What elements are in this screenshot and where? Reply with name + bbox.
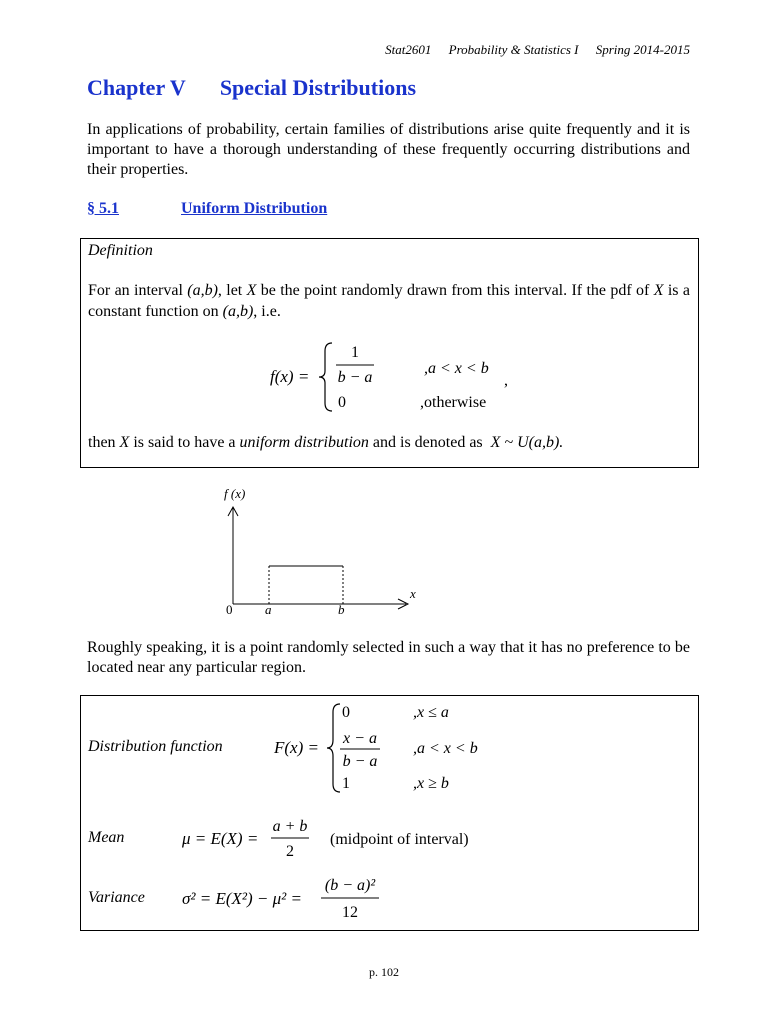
mean-formula [178, 812, 498, 864]
variance-formula [178, 870, 438, 926]
section-title: Uniform Distribution [181, 200, 328, 217]
mean-note: (midpoint of interval) [330, 831, 469, 848]
definition-text [88, 280, 690, 322]
figure-tick-a: a [265, 602, 272, 617]
uniform-density-figure [210, 480, 440, 625]
variance-lhs: σ² = E(X²) − μ² = [182, 889, 302, 908]
def-text-5: , i.e. [253, 303, 281, 320]
cdf-cond1: ,x ≤ a [413, 704, 449, 721]
then-notation: X ~ U(a,b). [490, 434, 564, 451]
def-interval-2: (a,b) [222, 303, 254, 320]
header-subject: Probability & Statistics I [448, 42, 579, 57]
definition-conclusion [88, 432, 563, 453]
def-text-2: , let [217, 282, 247, 299]
section-heading [87, 200, 327, 218]
cdf-lhs: F(x) = [274, 738, 319, 757]
def-text-4: is a constant function on [88, 282, 690, 320]
header-course: Stat2601 [385, 42, 432, 57]
variance-label: Variance [88, 889, 145, 906]
then-text-1: then [88, 434, 120, 451]
pdf-cond1: ,a < x < b [424, 360, 489, 377]
mean-num: a + b [272, 818, 308, 835]
pdf-formula [260, 335, 540, 420]
cdf-brace [327, 704, 340, 792]
figure-origin: 0 [226, 602, 233, 617]
pdf-cond2: ,otherwise [420, 394, 487, 411]
cdf-den: b − a [342, 753, 378, 770]
mean-label: Mean [88, 829, 125, 846]
figure-xlabel: x [410, 586, 416, 601]
paragraph-2: Roughly speaking, it is a point randomly selected in such a way that it has no preference to be located near any particular region. [87, 639, 690, 676]
intro-paragraph: In applications of probability, certain families of distributions arise quite frequently and it is important to have a thorough understanding of these frequently occurring distributions and their properties. [87, 121, 690, 178]
cdf-label: Distribution function [88, 738, 223, 755]
def-text-1: For an interval [88, 282, 188, 299]
cdf-formula [268, 698, 528, 798]
cdf-case3: 1 [342, 775, 350, 792]
pdf-brace [319, 343, 332, 411]
pdf-den: b − a [337, 369, 373, 386]
def-interval-1: (a,b) [187, 282, 218, 299]
header-term: Spring 2014-2015 [595, 42, 690, 57]
section-number: § 5.1 [87, 200, 119, 217]
definition-title: Definition [88, 242, 153, 259]
then-text-2: is said to have a [129, 434, 240, 451]
then-text-3: and is denoted as [368, 434, 487, 451]
def-var-2: X [653, 282, 664, 299]
page-number: p. 102 [369, 965, 399, 979]
def-var-1: X [246, 282, 257, 299]
figure-tick-b: b [338, 602, 345, 617]
pdf-case2: 0 [338, 394, 346, 411]
mean-lhs: μ = E(X) = [182, 829, 259, 848]
variance-num: (b − a)² [324, 877, 376, 894]
mean-den: 2 [286, 843, 294, 860]
variance-den: 12 [342, 904, 358, 921]
cdf-cond2: ,a < x < b [413, 740, 478, 757]
chapter-number: Chapter V [87, 75, 186, 100]
cdf-cond3: ,x ≥ b [413, 775, 449, 792]
pdf-num: 1 [351, 344, 359, 361]
cdf-case1: 0 [342, 704, 350, 721]
then-var: X [119, 434, 130, 451]
def-text-3: be the point randomly drawn from this interval. If the pdf of [256, 282, 654, 299]
chapter-heading [87, 75, 416, 101]
chapter-title: Special Distributions [219, 75, 417, 100]
page-header [385, 42, 690, 58]
pdf-lhs: f(x) = [270, 367, 310, 386]
figure-ylabel: f (x) [224, 486, 246, 501]
then-term: uniform distribution [239, 434, 369, 451]
pdf-comma: , [504, 372, 508, 389]
cdf-num: x − a [343, 730, 377, 747]
